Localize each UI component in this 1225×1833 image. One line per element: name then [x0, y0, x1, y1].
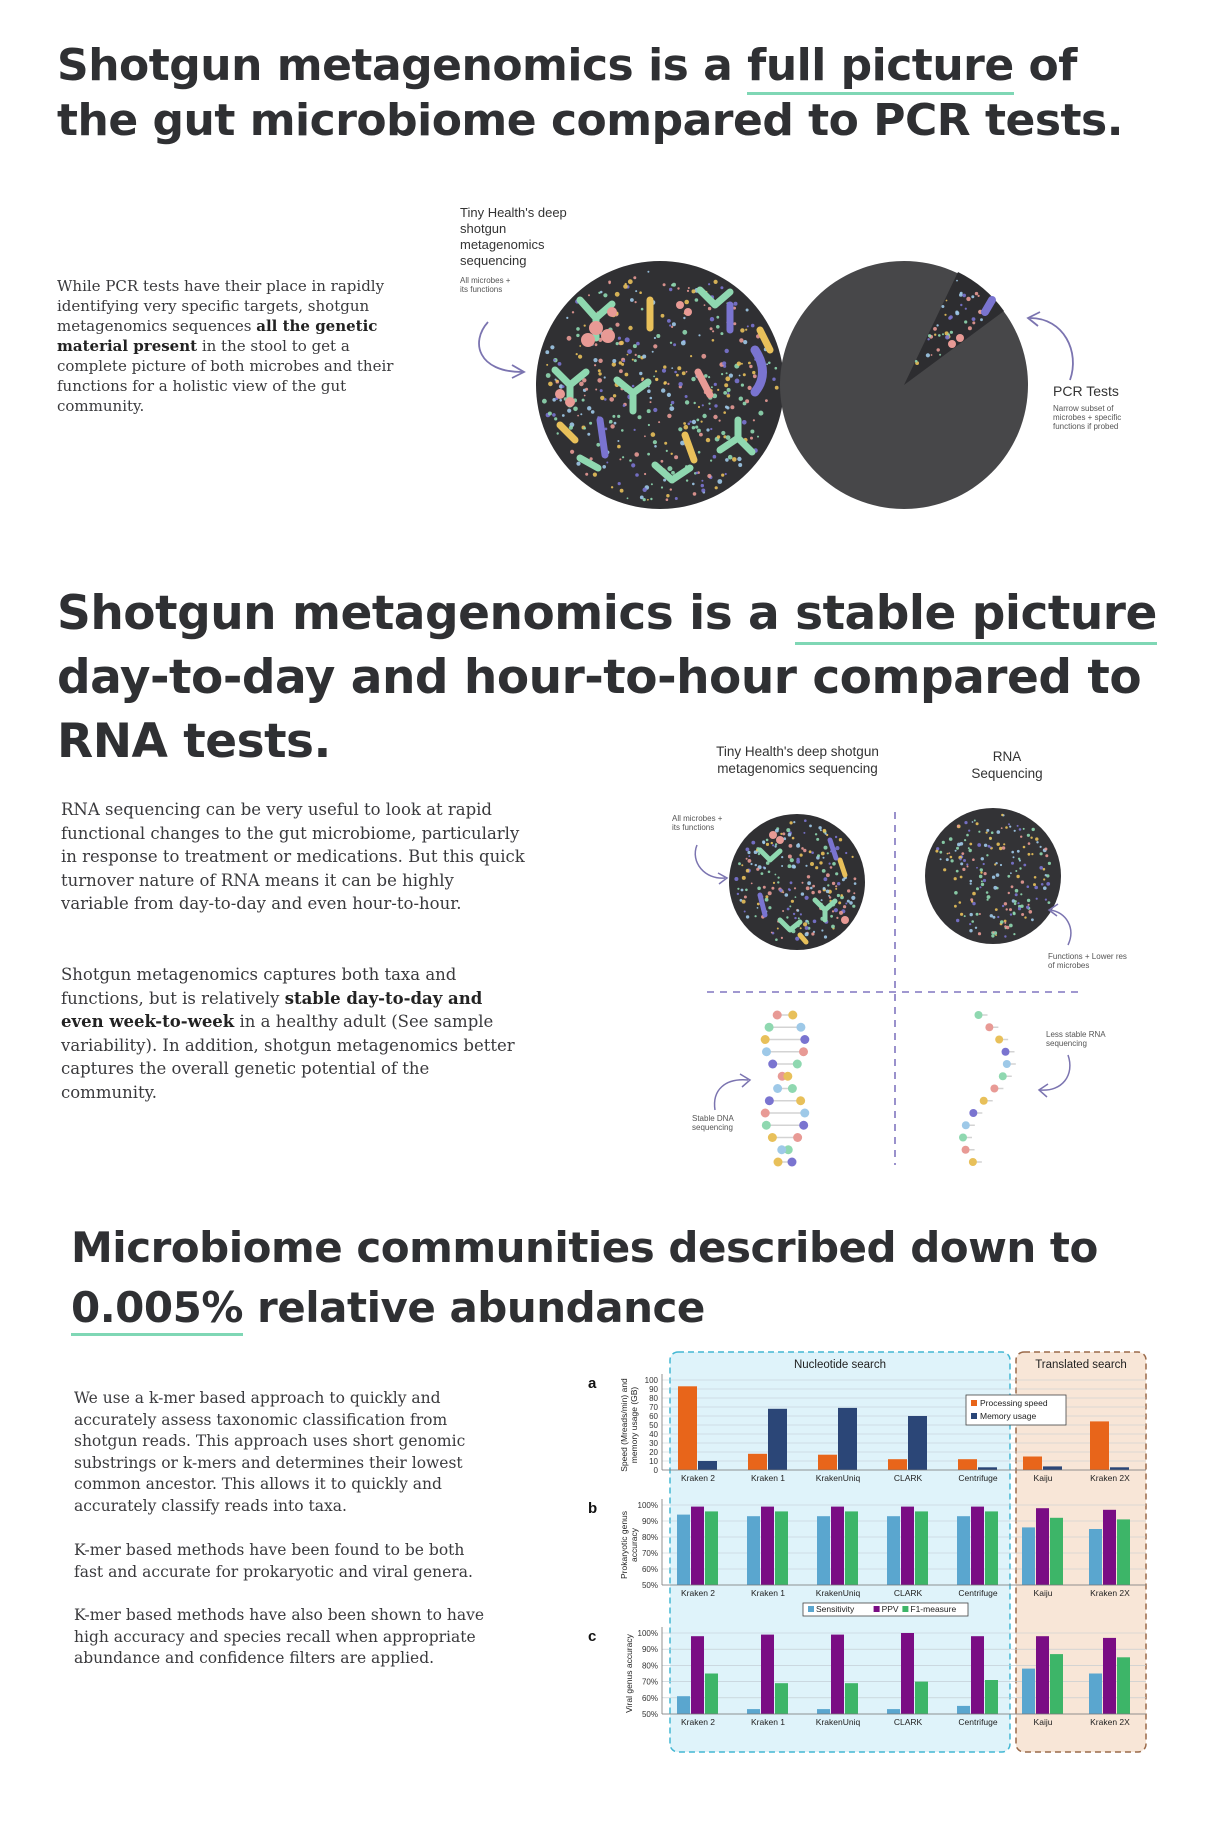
y-tick-label: 100% [637, 1501, 658, 1510]
bar [845, 1683, 858, 1714]
section2-title-highlight: stable picture [795, 586, 1157, 645]
panel-letter: c [588, 1628, 597, 1645]
bar [978, 1467, 997, 1470]
bar [677, 1515, 690, 1585]
bar [817, 1709, 830, 1714]
category-label: Centrifuge [958, 1717, 998, 1727]
bar [1103, 1510, 1116, 1585]
y-tick-label: 90 [649, 1385, 658, 1394]
y-tick-label: 60% [641, 1693, 658, 1703]
bar [775, 1511, 788, 1585]
legend-entry: F1-measure [910, 1604, 957, 1614]
bar [1023, 1457, 1042, 1471]
category-label: CLARK [893, 1588, 923, 1598]
bar [915, 1511, 928, 1585]
category-label: Kraken 2X [1090, 1717, 1130, 1727]
bar [985, 1680, 998, 1714]
y-tick-label: 50 [649, 1421, 658, 1430]
bar [677, 1696, 690, 1714]
section3-para3: K-mer based methods have also been shown to have high accuracy and species recall when appropriate abundance and confidence filters are applied. [74, 1606, 485, 1667]
bar [1036, 1636, 1049, 1714]
bar [831, 1635, 844, 1714]
y-tick-label: 50% [641, 1581, 658, 1590]
section3-para2: K-mer based methods have been found to be both fast and accurate for prokaryotic and viral genera. [74, 1541, 473, 1581]
y-tick-label: 80% [641, 1533, 658, 1542]
bar [887, 1516, 900, 1585]
bar [957, 1516, 970, 1585]
category-label: Kaiju [1033, 1588, 1053, 1598]
bar [901, 1507, 914, 1585]
y-tick-label: 80 [649, 1394, 658, 1403]
bar [747, 1516, 760, 1585]
category-label: KrakenUniq [815, 1473, 861, 1483]
bar [1050, 1654, 1063, 1714]
legend-entry: PPV [881, 1604, 899, 1614]
bar [888, 1459, 907, 1470]
y-tick-label: 40 [649, 1430, 658, 1439]
bar [958, 1459, 977, 1470]
y-tick-label: 50% [641, 1710, 658, 1719]
bar [1110, 1467, 1129, 1470]
bar [971, 1636, 984, 1714]
panel-letter: b [588, 1500, 598, 1517]
bar [678, 1386, 697, 1470]
nucleotide-search-label: Nucleotide search [793, 1359, 887, 1371]
functions-lower-res-label: Functions + Lower res of microbes [1048, 952, 1127, 970]
bar [971, 1507, 984, 1585]
category-label: Kraken 1 [750, 1717, 786, 1727]
bar [691, 1507, 704, 1585]
bar [1043, 1466, 1062, 1470]
bar [1103, 1638, 1116, 1714]
section3-title-part2: relative abundance [242, 1283, 705, 1332]
y-tick-label: 70% [641, 1549, 658, 1558]
y-tick-label: 70% [641, 1677, 658, 1687]
y-tick-label: 60% [641, 1565, 658, 1574]
bar [761, 1507, 774, 1585]
category-label: Kraken 2X [1090, 1588, 1130, 1598]
section1-title-part2: of the gut microbiome compared to PCR tests. [57, 40, 1123, 146]
y-tick-label: 60 [649, 1412, 658, 1421]
category-label: Kraken 2 [680, 1473, 716, 1483]
category-label: Centrifuge [958, 1588, 998, 1598]
bar [747, 1709, 760, 1714]
bar [908, 1416, 927, 1470]
bar [1117, 1657, 1130, 1714]
category-label: Kaiju [1033, 1717, 1053, 1727]
bar [1050, 1518, 1063, 1585]
less-stable-rna-label: Less stable RNA sequencing [1046, 1030, 1106, 1048]
y-tick-label: 10 [649, 1457, 658, 1466]
bar [845, 1511, 858, 1585]
category-label: Kraken 1 [750, 1588, 786, 1598]
bar [748, 1454, 767, 1470]
legend-entry: Processing speed [980, 1398, 1048, 1408]
y-tick-label: 90% [641, 1645, 658, 1655]
deep-sequencing-sublabel: All microbes + its functions [460, 276, 511, 294]
deep-sequencing-label: Tiny Health's deep shotgun metagenomics sequencing [460, 205, 567, 268]
stable-dna-label: Stable DNA sequencing [692, 1114, 734, 1132]
category-label: Kraken 2 [680, 1588, 716, 1598]
category-label: KrakenUniq [815, 1588, 861, 1598]
bar [838, 1408, 857, 1470]
category-label: Centrifuge [958, 1473, 998, 1483]
section3-title-part1: Microbiome communities described down to [71, 1223, 1098, 1272]
y-tick-label: 0 [653, 1466, 658, 1475]
y-axis-label: Prokaryotic genusaccuracy [619, 1510, 639, 1580]
section2-para2-part1: Shotgun metagenomics captures both taxa and functions, but is relatively [61, 965, 457, 1008]
rna-sequencing-header: RNA Sequencing [971, 749, 1043, 781]
legend-entry: Sensitivity [816, 1604, 855, 1614]
bar [887, 1709, 900, 1714]
pcr-tests-sublabel: Narrow subset of microbes + specific functions if probed [1053, 404, 1122, 431]
bar [691, 1636, 704, 1714]
category-label: Kraken 2 [680, 1717, 716, 1727]
bar [818, 1455, 837, 1470]
bar [831, 1507, 844, 1585]
legend-a [966, 1395, 1066, 1425]
section2-para1: RNA sequencing can be very useful to look at rapid functional changes to the gut microbiome, particularly in response to treatment or medications. But this quick turnover nature of RNA means it can be highly variable from day-to-day and even hour-to-hour. [61, 800, 525, 913]
y-tick-label: 90% [641, 1517, 658, 1526]
y-tick-label: 100 [644, 1376, 658, 1385]
category-label: Kaiju [1033, 1473, 1053, 1483]
bar [1022, 1669, 1035, 1714]
y-axis-label: Speed (Mreads/min) andmemory usage (GB) [619, 1378, 639, 1472]
bar [768, 1409, 787, 1470]
bar [761, 1635, 774, 1714]
bar [957, 1706, 970, 1714]
category-label: Kraken 2X [1090, 1473, 1130, 1483]
bar [1117, 1519, 1130, 1585]
translated-search-label: Translated search [1035, 1359, 1127, 1371]
bar [1089, 1674, 1102, 1715]
category-label: KrakenUniq [815, 1717, 861, 1727]
y-tick-label: 80% [641, 1661, 658, 1671]
section3-para1: We use a k-mer based approach to quickly and accurately assess taxonomic classification from shotgun reads. This approach uses short genomic substrings or k-mers and determines their lowest common ancestor. This allows it to quickly and accurately classify reads into taxa. [74, 1389, 466, 1515]
y-tick-label: 30 [649, 1439, 658, 1448]
section1-body-part2: in the stool to get a complete picture of both microbes and their functions for a holistic view of the gut community. [57, 337, 394, 415]
section2-para2-part2: in a healthy adult (See sample variability). In addition, shotgun metagenomics better captures the overall genetic potential of the community. [61, 1012, 515, 1102]
bar [1022, 1527, 1035, 1585]
bar [705, 1674, 718, 1715]
bar [705, 1511, 718, 1585]
bar [817, 1516, 830, 1585]
section2-para2-bold: stable day-to-day and even week-to-week [61, 988, 483, 1031]
bar [985, 1511, 998, 1585]
category-label: CLARK [893, 1473, 923, 1483]
section2-title-part1: Shotgun metagenomics is a [57, 586, 796, 641]
section1-title-part1: Shotgun metagenomics is a [57, 40, 748, 91]
bar [775, 1683, 788, 1714]
y-tick-label: 100% [637, 1629, 658, 1638]
section1-body-bold: all the genetic material present [57, 317, 378, 355]
category-label: Kraken 1 [750, 1473, 786, 1483]
bar [915, 1682, 928, 1714]
section2-title-part2: day-to-day and hour-to-hour compared to RNA tests. [57, 650, 1142, 769]
y-tick-label: 20 [649, 1448, 658, 1457]
legend-b [803, 1603, 968, 1616]
bar [698, 1461, 717, 1470]
pcr-tests-label: PCR Tests [1053, 383, 1119, 399]
section3-title-highlight: 0.005% [71, 1283, 243, 1336]
bar [1089, 1529, 1102, 1585]
bar [901, 1633, 914, 1714]
deep-sequencing-header: Tiny Health's deep shotgun metagenomics sequencing [716, 744, 879, 776]
panel-letter: a [588, 1375, 597, 1392]
section1-body-part1: While PCR tests have their place in rapidly identifying very specific targets, shotgun metagenomics sequences [57, 277, 385, 335]
bar [1036, 1508, 1049, 1585]
category-label: CLARK [893, 1717, 923, 1727]
legend-entry: Memory usage [980, 1411, 1037, 1421]
y-axis-label: Viral genus accuracy [624, 1634, 634, 1713]
section1-title-highlight: full picture [747, 40, 1014, 95]
all-microbes-label: All microbes + its functions [672, 814, 723, 832]
y-tick-label: 70 [649, 1403, 658, 1412]
bar [1090, 1421, 1109, 1470]
